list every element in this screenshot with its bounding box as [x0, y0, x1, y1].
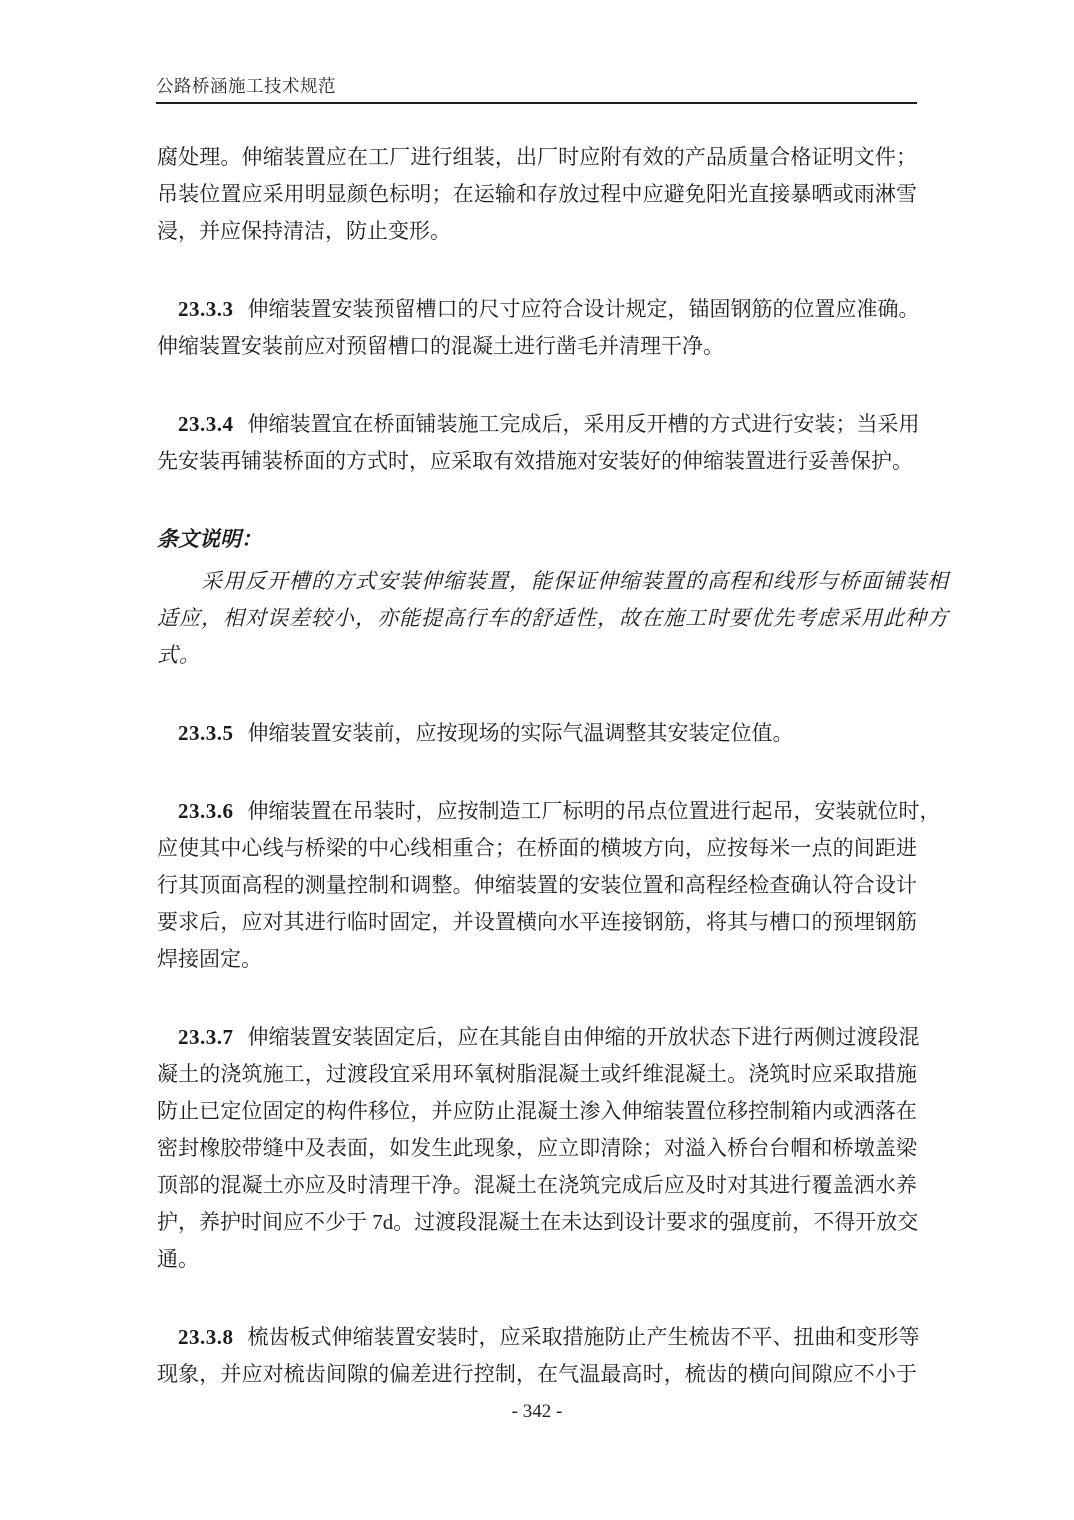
section-number: 23.3.5 [178, 721, 234, 745]
section-number: 23.3.4 [178, 412, 234, 436]
section-text: 伸缩装置安装固定后，应在其能自由伸缩的开放状态下进行两侧过渡段混 [247, 1025, 920, 1049]
page-number: - 342 - [511, 1401, 563, 1422]
text-line [157, 1319, 920, 1356]
document-body [157, 139, 949, 1393]
section-text: 伸缩装置安装前，应按现场的实际气温调整其安装定位值。 [247, 721, 794, 745]
paragraph-23-3-4 [157, 406, 920, 480]
paragraph-23-3-5 [157, 715, 917, 752]
text-line: 采用反开槽的方式安装伸缩装置，能保证伸缩装置的高程和线形与桥面铺装相 [201, 569, 949, 593]
text-line: 腐处理。伸缩装置应在工厂进行组装，出厂时应附有效的产品质量合格证明文件； [157, 145, 917, 169]
text-line: 适应，相对误差较小，亦能提高行车的舒适性，故在施工时要优先考虑采用此种方 [157, 606, 949, 630]
section-number: 23.3.7 [178, 1025, 234, 1049]
text-line: 伸缩装置安装前应对预留槽口的混凝土进行凿毛并清理干净。 [157, 334, 724, 358]
text-line: 密封橡胶带缝中及表面，如发生此现象，应立即清除；对溢入桥台台帽和桥墩盖梁 [157, 1136, 917, 1160]
section-text: 伸缩装置安装预留槽口的尺寸应符合设计规定，锚固钢筋的位置应准确。 [247, 297, 920, 321]
section-text: 梳齿板式伸缩装置安装时，应采取措施防止产生梳齿不平、扭曲和变形等 [247, 1325, 920, 1349]
text-line: 焊接固定。 [157, 947, 262, 971]
running-header-title: 公路桥涵施工技术规范 [156, 76, 336, 96]
text-line: 现象，并应对梳齿间隙的偏差进行控制，在气温最高时，梳齿的横向间隙应不小于 [157, 1362, 917, 1386]
text-line: 浸，并应保持清洁，防止变形。 [157, 219, 451, 243]
paragraph-23-3-8 [157, 1319, 920, 1393]
notes-label: 条文说明： [157, 527, 262, 551]
paragraph-23-3-3 [157, 291, 920, 365]
section-text: 伸缩装置在吊装时，应按制造工厂标明的吊点位置进行起吊，安装就位时， [247, 799, 941, 823]
text-line: 式。 [157, 643, 201, 667]
notes-heading [157, 521, 917, 558]
section-number: 23.3.6 [178, 799, 234, 823]
section-number: 23.3.3 [178, 297, 234, 321]
text-line: 行其顶面高程的测量控制和调整。伸缩装置的安装位置和高程经检查确认符合设计 [157, 873, 917, 897]
text-line: 吊装位置应采用明显颜色标明；在运输和存放过程中应避免阳光直接暴晒或雨淋雪 [157, 182, 917, 206]
text-line: 通。 [157, 1247, 199, 1271]
text-line [157, 1019, 920, 1056]
text-line: 凝土的浇筑施工，过渡段宜采用环氧树脂混凝土或纤维混凝土。浇筑时应采取措施 [157, 1062, 917, 1086]
header-rule [156, 102, 917, 104]
paragraph-continuation [157, 139, 917, 250]
text-line [157, 715, 917, 752]
paragraph-23-3-6 [157, 793, 941, 978]
text-line [157, 291, 920, 328]
text-line: 先安装再铺装桥面的方式时，应采取有效措施对安装好的伸缩装置进行妥善保护。 [157, 449, 913, 473]
paragraph-commentary [157, 563, 949, 674]
text-line: 要求后，应对其进行临时固定，并设置横向水平连接钢筋，将其与槽口的预埋钢筋 [157, 910, 917, 934]
section-number: 23.3.8 [178, 1325, 234, 1349]
section-text: 伸缩装置宜在桥面铺装施工完成后，采用反开槽的方式进行安装；当采用 [247, 412, 920, 436]
paragraph-23-3-7 [157, 1019, 920, 1278]
text-line: 顶部的混凝土亦应及时清理干净。混凝土在浇筑完成后应及时对其进行覆盖洒水养 [157, 1173, 917, 1197]
text-line [157, 406, 920, 443]
text-line: 应使其中心线与桥梁的中心线相重合；在桥面的横坡方向，应按每米一点的间距进 [157, 836, 917, 860]
text-line: 护，养护时间应不少于 7d。过渡段混凝土在未达到设计要求的强度前，不得开放交 [157, 1210, 919, 1234]
text-line [157, 793, 941, 830]
page-header [156, 0, 917, 104]
text-line: 防止已定位固定的构件移位，并应防止混凝土渗入伸缩装置位移控制箱内或洒落在 [157, 1099, 917, 1123]
